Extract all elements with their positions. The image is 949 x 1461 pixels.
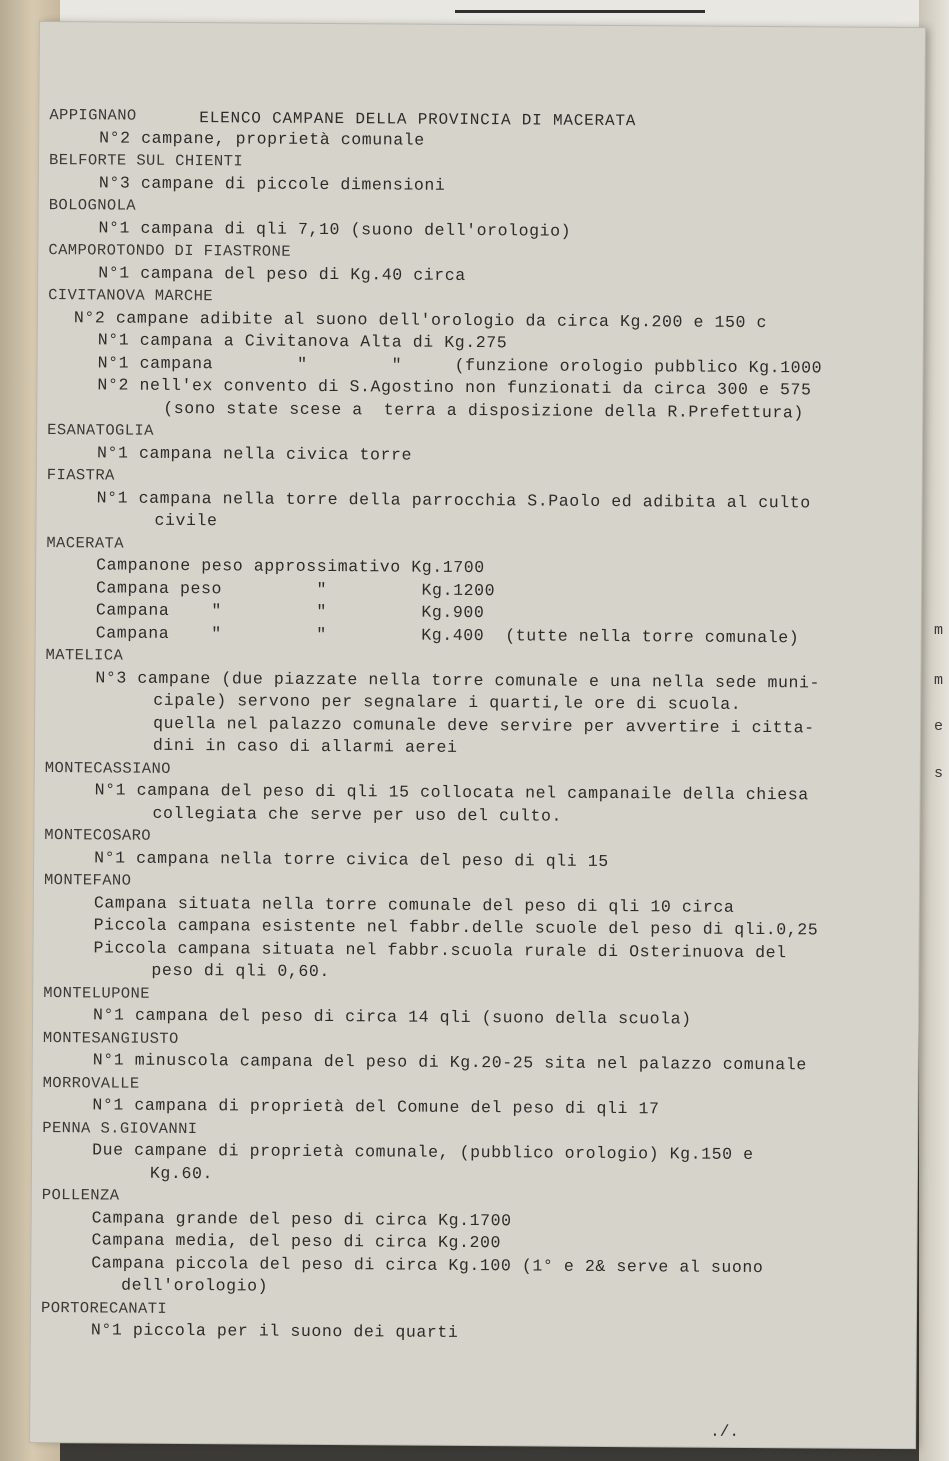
bell-entry-line: N°1 campana nella torre della parrocchia S.Paolo ed adibita al culto bbox=[96, 487, 811, 512]
bell-entry-line: N°1 campana nella civica torre bbox=[96, 442, 413, 465]
bell-entry-line: quella nel palazzo comunale deve servire per avvertire i citta- bbox=[153, 713, 815, 737]
town-section bbox=[48, 194, 918, 245]
town-name: MONTESANGIUSTO bbox=[42, 1028, 179, 1048]
town-name: APPIGNANO bbox=[49, 106, 137, 125]
town-section bbox=[41, 1297, 911, 1348]
bell-entry-line: N°2 campane, proprietà comunale bbox=[99, 127, 425, 150]
town-name: MORROVALLE bbox=[42, 1073, 140, 1093]
town-section bbox=[43, 982, 913, 1033]
bell-entry-line: Piccola campana esistente nel fabbr.delle scuole del peso di qli.0,25 bbox=[93, 915, 819, 940]
bell-entry-line: Campana media, del peso di circa Kg.200 bbox=[91, 1230, 502, 1253]
margin-mark: s bbox=[933, 765, 943, 782]
document-title: ELENCO CAMPANE DELLA PROVINCIA DI MACERATA bbox=[199, 109, 637, 131]
town-section bbox=[49, 104, 919, 155]
bell-entry-line: dini in caso di allarmi aerei bbox=[152, 735, 458, 757]
bell-entry-line: N°1 campana nella torre civica del peso di qli 15 bbox=[94, 847, 609, 871]
typewritten-page bbox=[30, 22, 925, 1448]
bell-entry-line: Kg.60. bbox=[149, 1163, 214, 1183]
town-section bbox=[43, 1027, 913, 1078]
bell-entry-line: N°3 campane (due piazzate nella torre comunale e una nella sede muni- bbox=[95, 667, 821, 692]
town-section bbox=[43, 869, 914, 988]
town-section bbox=[47, 419, 917, 470]
top-rule-line bbox=[455, 10, 705, 13]
bell-entry-line: N°1 campana " " (funzione orologio pubblico Kg.1000 bbox=[97, 352, 823, 377]
town-section bbox=[44, 757, 914, 831]
bell-entry-line: civile bbox=[154, 510, 218, 531]
bell-entry-line: N°1 minuscola campana del peso di Kg.20-25 sita nel palazzo comunale bbox=[92, 1050, 807, 1075]
bell-entry-line: dell'orologio) bbox=[121, 1275, 269, 1296]
bell-entry-line: N°1 piccola per il suono dei quarti bbox=[90, 1320, 459, 1342]
bell-entry-line: Campana " " Kg.400 (tutte nella torre comunale) bbox=[95, 622, 800, 647]
margin-mark: e bbox=[933, 718, 943, 735]
bell-entry-line: N°1 campana a Civitanova Alta di Kg.275 bbox=[97, 330, 508, 353]
bell-entry-line: Campana piccola del peso di circa Kg.100 (1° e 2& serve al suono bbox=[91, 1252, 764, 1277]
town-section bbox=[48, 239, 918, 290]
town-name: MONTEFANO bbox=[43, 871, 132, 890]
town-name: MONTELUPONE bbox=[43, 983, 151, 1003]
bell-entry-line: N°1 campana del peso di Kg.40 circa bbox=[98, 262, 466, 285]
margin-mark: m bbox=[933, 672, 943, 689]
bell-entry-line: N°3 campane di piccole dimensioni bbox=[98, 172, 446, 195]
bell-entry-line: N°1 campana di proprietà del Comune del peso di qli 17 bbox=[92, 1095, 660, 1119]
town-section bbox=[42, 1072, 912, 1123]
town-section bbox=[41, 1184, 912, 1303]
town-section bbox=[45, 644, 916, 763]
bell-entry-line: N°1 campana del peso di qli 15 collocata nel campanaile della chiesa bbox=[94, 780, 809, 805]
town-name: PENNA S.GIOVANNI bbox=[42, 1118, 198, 1138]
town-name: BOLOGNOLA bbox=[48, 196, 137, 215]
bell-entry-line: (sono state scese a terra a disposizione della R.Prefettura) bbox=[163, 398, 804, 422]
town-name: MATELICA bbox=[45, 646, 124, 665]
town-section bbox=[46, 532, 917, 651]
town-name: MONTECOSARO bbox=[44, 826, 152, 845]
town-name: CAMPOROTONDO DI FIASTRONE bbox=[48, 241, 292, 261]
bell-entry-line: Campana grande del peso di circa Kg.1700 bbox=[91, 1207, 512, 1230]
bell-entry-line: N°1 campana del peso di circa 14 qli (suono della scuola) bbox=[93, 1005, 692, 1029]
town-name: MACERATA bbox=[46, 533, 125, 553]
page-continuation-mark: ./. bbox=[710, 1422, 740, 1441]
bell-entry-line: N°1 campana di qli 7,10 (suono dell'orologio) bbox=[98, 217, 572, 241]
town-name: ESANATOGLIA bbox=[47, 421, 154, 440]
bell-entry-line: Piccola campana situata nel fabbr.scuola rurale di Osterinuova del bbox=[93, 937, 787, 962]
bell-entry-line: Campana situata nella torre comunale del peso di qli 10 circa bbox=[93, 892, 735, 917]
bell-entry-line: peso di qli 0,60. bbox=[151, 960, 330, 982]
margin-mark: m bbox=[933, 622, 943, 639]
bell-entry-line: Campana peso " Kg.1200 bbox=[95, 577, 496, 600]
town-section bbox=[44, 824, 914, 875]
town-name: BELFORTE SUL CHIENTI bbox=[48, 151, 244, 171]
town-section bbox=[47, 284, 918, 425]
town-section bbox=[49, 149, 919, 200]
town-name: POLLENZA bbox=[41, 1186, 120, 1205]
town-name: CIVITANOVA MARCHE bbox=[48, 286, 214, 306]
town-section bbox=[46, 464, 916, 538]
town-name: MONTECASSIANO bbox=[44, 758, 171, 778]
bell-entry-line: collegiata che serve per uso del culto. bbox=[152, 803, 563, 826]
bell-entry-line: cipale) servono per segnalare i quarti,le ore di scuola. bbox=[153, 690, 742, 714]
bell-entry-line: Campana " " Kg.900 bbox=[95, 600, 485, 623]
bell-entry-line: Due campane di proprietà comunale, (pubblico orologio) Kg.150 e bbox=[92, 1140, 754, 1165]
bell-entry-line: N°2 nell'ex convento di S.Agostino non funzionati da circa 300 e 575 bbox=[97, 375, 812, 400]
bell-entry-line: N°2 campane adibite al suono dell'orologio da circa Kg.200 e 150 c bbox=[73, 307, 768, 332]
bell-list bbox=[41, 104, 920, 1348]
town-name: FIASTRA bbox=[46, 466, 115, 485]
bell-entry-line: Campanone peso approssimativo Kg.1700 bbox=[96, 555, 485, 578]
town-name: PORTORECANATI bbox=[40, 1298, 168, 1318]
town-section bbox=[42, 1117, 912, 1191]
